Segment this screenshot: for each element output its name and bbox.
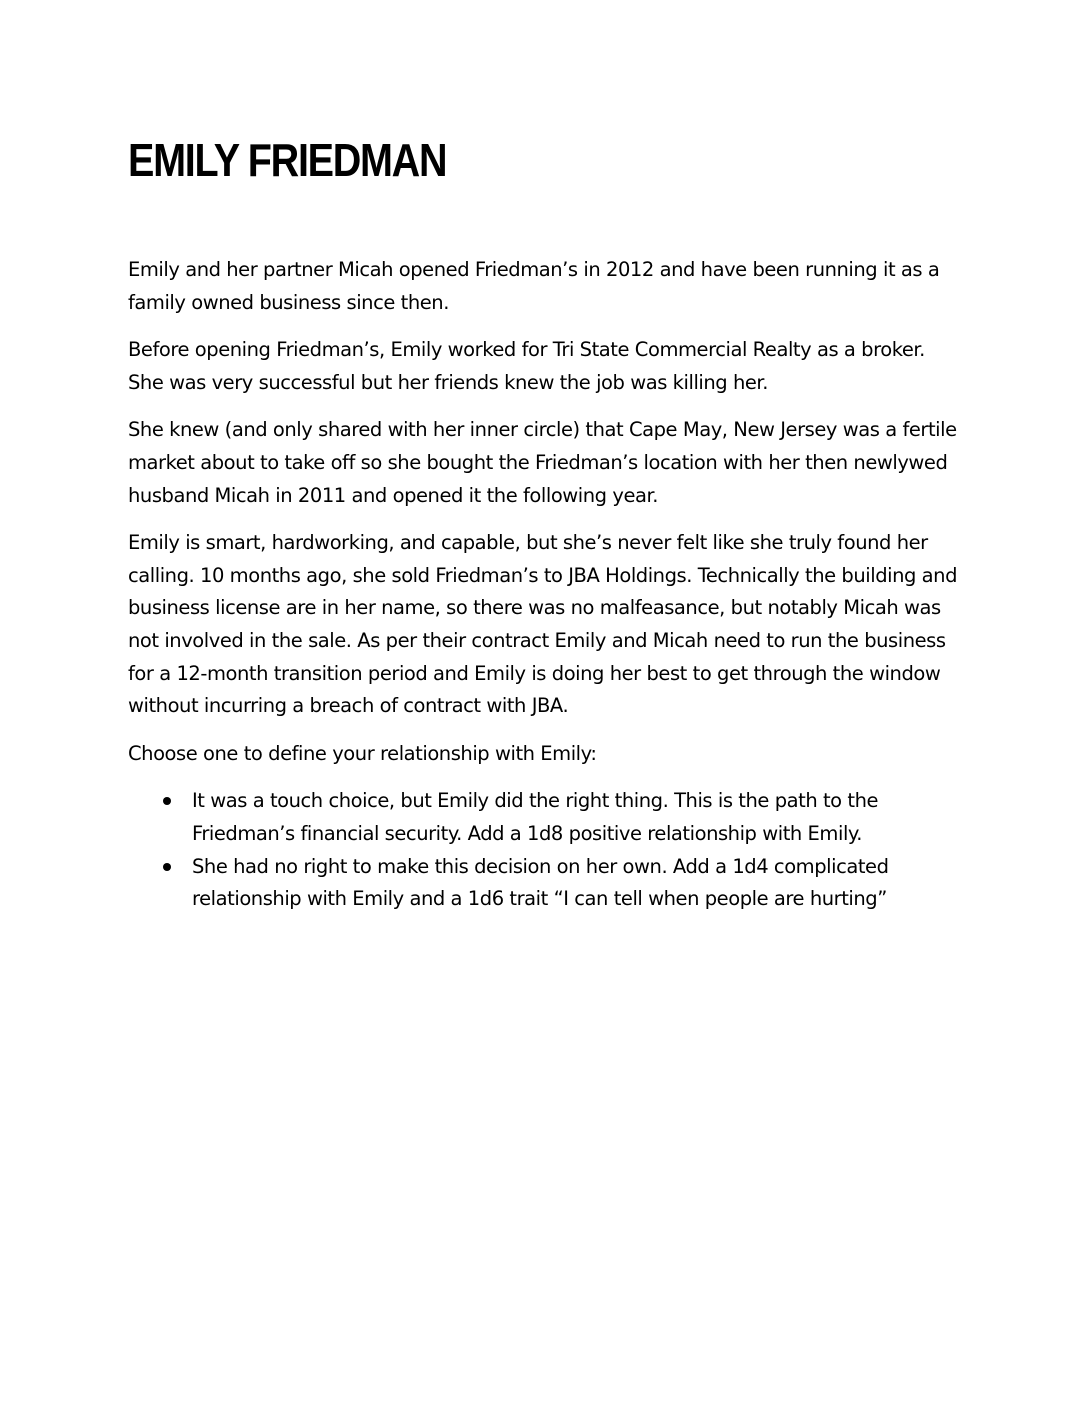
choice-item-complicated [192, 851, 958, 916]
choice-prompt: Choose one to define your relationship with Emily: [128, 741, 597, 765]
paragraph-sale: Emily is smart, hardworking, and capable, but she’s never felt like she truly found her calling. 10 months ago, she sold Friedman’s to JBA Holdings. Technically the building and business license are in her name, so there was no malfeasance, but notably Micah was not involved in the sale. As per their contract Emily and Micah need to run the business for a 12-month transition period and Emily is doing her best to get through the window without incurring a breach of contract with JBA. [128, 531, 958, 718]
choice-text-positive: It was a touch choice, but Emily did the right thing. This is the path to the Friedman’s financial security. Add a 1d8 positive relationship with Emily. [192, 789, 879, 845]
page-title: EMILY FRIEDMAN [128, 134, 447, 186]
choice-text-complicated: She had no right to make this decision on her own. Add a 1d4 complicated relationship with Emily and a 1d6 trait “I can tell when people are hurting” [192, 854, 889, 911]
paragraph-background: Before opening Friedman’s, Emily worked for Tri State Commercial Realty as a broker. She was very successful but her friends knew the job was killing her. [128, 338, 925, 394]
paragraph-cape-may: She knew (and only shared with her inner circle) that Cape May, New Jersey was a fertile market about to take off so she bought the Friedman’s location with her then newlywed husband Micah in 2011 and opened it the following year. [128, 418, 957, 507]
choice-list [128, 785, 958, 915]
choice-item-positive [192, 785, 958, 850]
bullet-icon [163, 863, 171, 871]
bullet-icon [163, 797, 171, 805]
paragraph-intro: Emily and her partner Micah opened Friedman’s in 2012 and have been running it as a family owned business since then. [128, 258, 940, 314]
document-body [128, 254, 958, 916]
